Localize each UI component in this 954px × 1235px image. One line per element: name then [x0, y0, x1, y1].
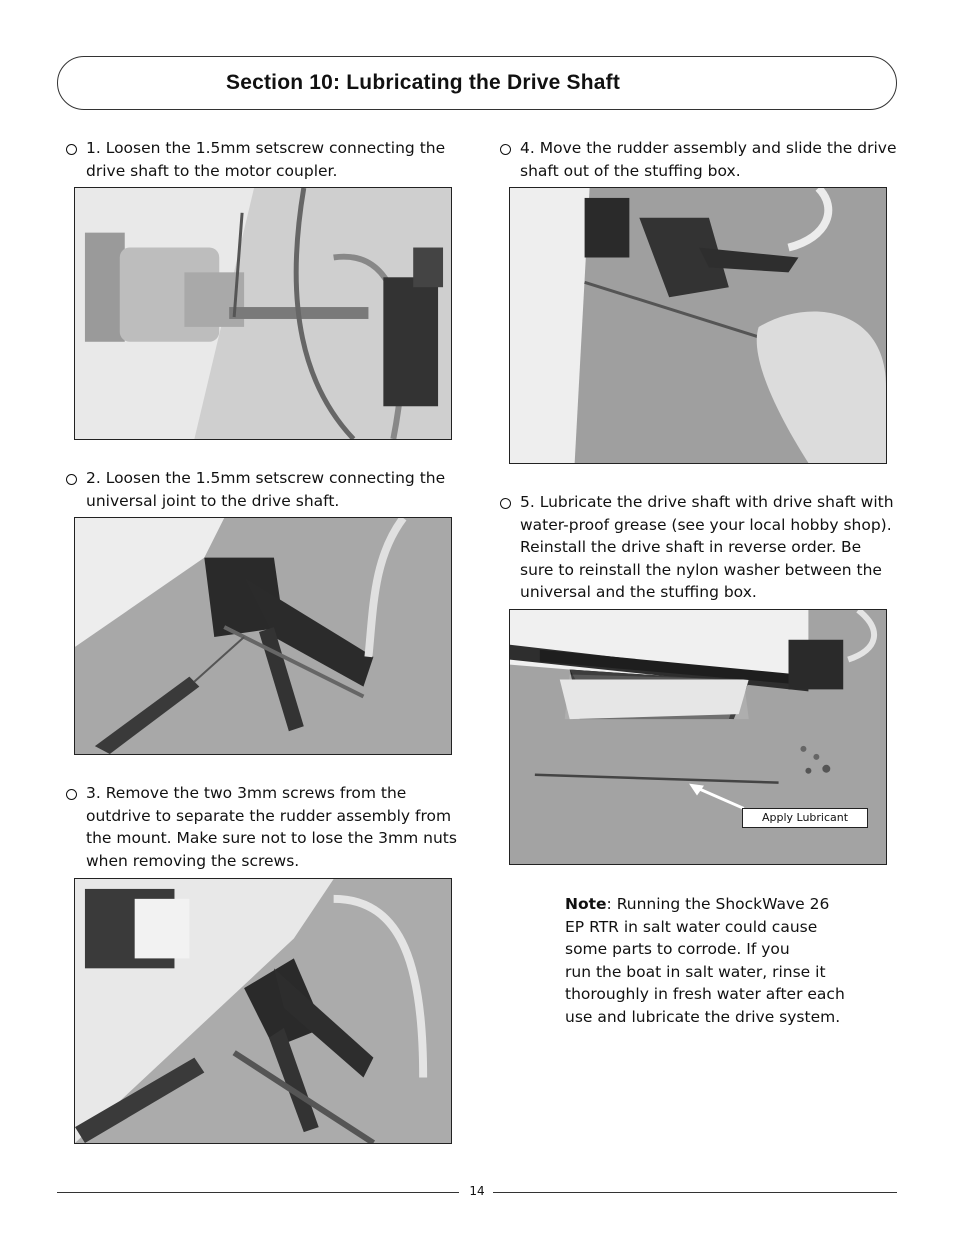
note-line-6: use and lubricate the drive system. — [565, 1007, 841, 1026]
step-5-line-4: sure to reinstall the nylon washer between the — [520, 560, 882, 579]
step-4-line-2: shaft out of the stuffing box. — [520, 161, 741, 180]
step-5-line-3: Reinstall the drive shaft in reverse order. Be — [520, 538, 862, 556]
step-4-line-1: 4. Move the rudder assembly and slide the drive — [520, 139, 897, 157]
step-5-line-2: water-proof grease (see your local hobby shop). — [520, 515, 892, 534]
note-line-5: thoroughly in fresh water after each — [565, 985, 845, 1003]
step-3-line-2: outdrive to separate the rudder assembly from — [86, 806, 452, 825]
footer-rule-left — [57, 1192, 459, 1193]
page-number: 14 — [469, 1184, 485, 1198]
checkbox-circle-icon[interactable] — [66, 474, 77, 485]
footer-rule-right — [493, 1192, 897, 1193]
note-label: Note — [565, 895, 607, 913]
checkbox-circle-icon[interactable] — [66, 144, 77, 155]
note-line-3: some parts to corrode. If you — [565, 940, 790, 958]
step-2-line-1: 2. Loosen the 1.5mm setscrew connecting the — [86, 469, 446, 487]
photo-universal-joint — [74, 517, 452, 755]
step-5-line-1: 5. Lubricate the drive shaft with drive shaft with — [520, 493, 894, 511]
checkbox-circle-icon[interactable] — [500, 498, 511, 509]
step-1-line-2: drive shaft to the motor coupler. — [86, 161, 338, 180]
photo-motor-coupler — [74, 187, 452, 440]
photo-rudder-screws — [74, 878, 452, 1144]
step-3-line-3: the mount. Make sure not to lose the 3mm nuts — [86, 829, 457, 847]
note-line-4: run the boat in salt water, rinse it — [565, 962, 826, 981]
note-line-2: EP RTR in salt water could cause — [565, 917, 818, 936]
apply-lubricant-label: Apply Lubricant — [742, 808, 868, 828]
step-5-line-5: universal and the stuffing box. — [520, 583, 757, 601]
step-2-line-2: universal joint to the drive shaft. — [86, 491, 340, 510]
photo-slide-shaft — [509, 187, 887, 464]
checkbox-circle-icon[interactable] — [66, 789, 77, 800]
step-3-line-1: 3. Remove the two 3mm screws from the — [86, 784, 407, 802]
step-3-line-4: when removing the screws. — [86, 851, 300, 870]
note-line-1: : Running the ShockWave 26 — [606, 895, 830, 913]
checkbox-circle-icon[interactable] — [500, 144, 511, 155]
step-1-line-1: 1. Loosen the 1.5mm setscrew connecting the — [86, 139, 446, 157]
section-title: Section 10: Lubricating the Drive Shaft — [226, 71, 621, 94]
note-block — [565, 893, 855, 1028]
section-banner — [57, 56, 897, 110]
